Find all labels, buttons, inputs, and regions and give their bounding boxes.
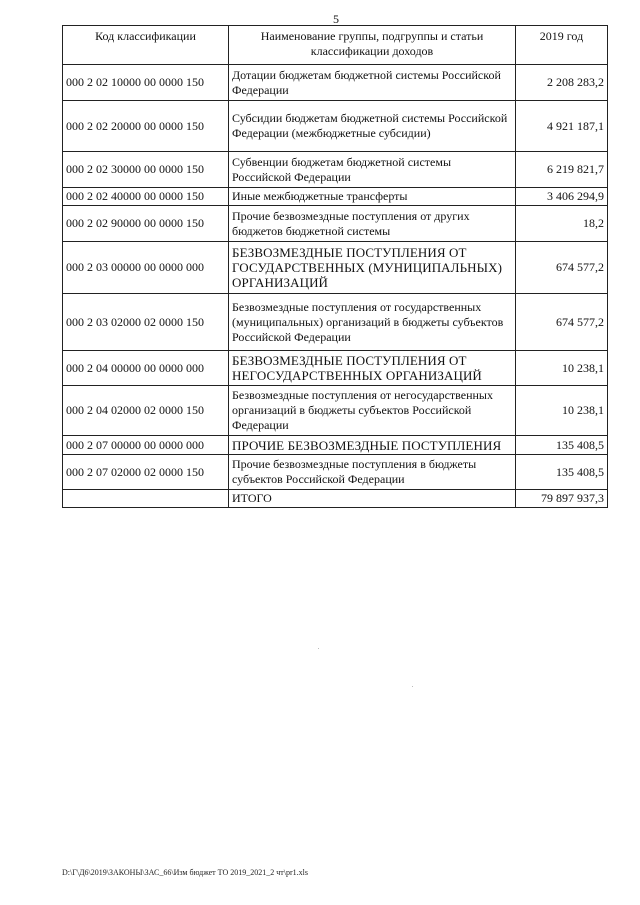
row-name: Иные межбюджетные трансферты bbox=[229, 188, 516, 206]
table-row bbox=[63, 152, 608, 188]
row-code: 000 2 02 30000 00 0000 150 bbox=[63, 152, 229, 188]
table-row bbox=[63, 242, 608, 294]
revenue-table bbox=[62, 25, 608, 508]
table-row bbox=[63, 294, 608, 351]
row-name: БЕЗВОЗМЕЗДНЫЕ ПОСТУПЛЕНИЯ ОТ ГОСУДАРСТВЕННЫХ (МУНИЦИПАЛЬНЫХ) ОРГАНИЗАЦИЙ bbox=[229, 242, 516, 294]
row-name: Прочие безвозмездные поступления в бюджеты субъектов Российской Федерации bbox=[229, 455, 516, 490]
row-amount: 18,2 bbox=[516, 206, 608, 242]
header-year: 2019 год bbox=[516, 26, 608, 65]
row-code: 000 2 02 10000 00 0000 150 bbox=[63, 65, 229, 101]
row-name: Субсидии бюджетам бюджетной системы Российской Федерации (межбюджетные субсидии) bbox=[229, 101, 516, 152]
row-code: 000 2 04 00000 00 0000 000 bbox=[63, 351, 229, 386]
total-amount: 79 897 937,3 bbox=[516, 490, 608, 508]
row-name: БЕЗВОЗМЕЗДНЫЕ ПОСТУПЛЕНИЯ ОТ НЕГОСУДАРСТВЕННЫХ ОРГАНИЗАЦИЙ bbox=[229, 351, 516, 386]
total-label: ИТОГО bbox=[229, 490, 516, 508]
row-amount: 10 238,1 bbox=[516, 386, 608, 436]
table-header-row bbox=[63, 26, 608, 65]
row-name: Субвенции бюджетам бюджетной системы Российской Федерации bbox=[229, 152, 516, 188]
total-row bbox=[63, 490, 608, 508]
row-code: 000 2 07 00000 00 0000 000 bbox=[63, 436, 229, 455]
table-row bbox=[63, 101, 608, 152]
row-code: 000 2 04 02000 02 0000 150 bbox=[63, 386, 229, 436]
row-amount: 674 577,2 bbox=[516, 294, 608, 351]
table-row bbox=[63, 206, 608, 242]
row-amount: 674 577,2 bbox=[516, 242, 608, 294]
row-code: 000 2 02 40000 00 0000 150 bbox=[63, 188, 229, 206]
row-amount: 2 208 283,2 bbox=[516, 65, 608, 101]
table-row bbox=[63, 386, 608, 436]
header-code: Код классификации bbox=[63, 26, 229, 65]
row-amount: 135 408,5 bbox=[516, 455, 608, 490]
file-path-footer: D:\Г\Д6\2019\ЗАКОНЫ\ЗАС_66\Изм бюджет ТО 2019_2021_2 чт\pr1.xls bbox=[62, 868, 308, 877]
row-name: ПРОЧИЕ БЕЗВОЗМЕЗДНЫЕ ПОСТУПЛЕНИЯ bbox=[229, 436, 516, 455]
row-code: 000 2 02 20000 00 0000 150 bbox=[63, 101, 229, 152]
header-name: Наименование группы, подгруппы и статьи классификации доходов bbox=[229, 26, 516, 65]
table-row bbox=[63, 351, 608, 386]
table-row bbox=[63, 65, 608, 101]
scan-speck bbox=[318, 648, 319, 649]
row-name: Безвозмездные поступления от государственных (муниципальных) организаций в бюджеты субъектов Российской Федерации bbox=[229, 294, 516, 351]
row-name: Прочие безвозмездные поступления от других бюджетов бюджетной системы bbox=[229, 206, 516, 242]
table-row bbox=[63, 188, 608, 206]
table-row bbox=[63, 455, 608, 490]
page-number: 5 bbox=[333, 12, 339, 26]
row-amount: 3 406 294,9 bbox=[516, 188, 608, 206]
row-amount: 135 408,5 bbox=[516, 436, 608, 455]
row-name: Безвозмездные поступления от негосударственных организаций в бюджеты субъектов Российской Федерации bbox=[229, 386, 516, 436]
row-code: 000 2 02 90000 00 0000 150 bbox=[63, 206, 229, 242]
total-code bbox=[63, 490, 229, 508]
scan-speck bbox=[412, 686, 413, 687]
row-amount: 4 921 187,1 bbox=[516, 101, 608, 152]
row-code: 000 2 03 02000 02 0000 150 bbox=[63, 294, 229, 351]
row-code: 000 2 07 02000 02 0000 150 bbox=[63, 455, 229, 490]
row-name: Дотации бюджетам бюджетной системы Российской Федерации bbox=[229, 65, 516, 101]
row-amount: 6 219 821,7 bbox=[516, 152, 608, 188]
table-row bbox=[63, 436, 608, 455]
row-amount: 10 238,1 bbox=[516, 351, 608, 386]
row-code: 000 2 03 00000 00 0000 000 bbox=[63, 242, 229, 294]
